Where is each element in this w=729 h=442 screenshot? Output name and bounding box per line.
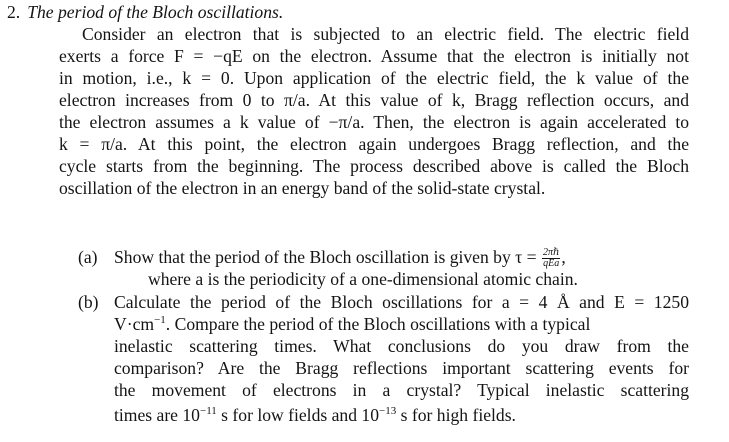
formula-numerator: 2πℏ — [542, 247, 560, 259]
paragraph-line: Consider an electron that is subjected to an electric field. The electric field — [82, 24, 689, 44]
paragraph-line: in motion, i.e., k = 0. Upon application of the electric field, the k value of the — [59, 68, 689, 88]
part-b-text: s for low fields and 10 — [216, 405, 380, 425]
part-b-line-3: inelastic scattering times. What conclusions do you draw from the — [114, 336, 689, 356]
problem-title: The period of the Bloch oscillations. — [27, 2, 284, 22]
paragraph-line: k = π/a. At this point, the electron again undergoes Bragg reflection, and the — [59, 134, 689, 154]
paragraph-line: oscillation of the electron in an energy band of the solid-state crystal. — [59, 178, 546, 198]
part-a-line-1 — [114, 246, 566, 269]
paragraph-line: cycle starts from the beginning. The process described above is called the Bloch — [59, 156, 689, 176]
period-formula — [542, 248, 560, 269]
formula-trailing: , — [561, 247, 566, 267]
part-b-text: times are 10 — [114, 405, 200, 425]
problem-heading — [7, 1, 283, 23]
part-b-text: . Compare the period of the Bloch oscillations with a typical — [165, 314, 591, 334]
part-b-line-1: Calculate the period of the Bloch oscillations for a = 4 Å and E = 1250 — [114, 292, 689, 312]
part-b-line-2 — [114, 313, 590, 335]
part-b-text: s for high fields. — [396, 405, 516, 425]
unit-text: V·cm — [114, 314, 155, 334]
part-b-label: (b) — [78, 292, 99, 312]
formula-denominator: qEa — [543, 258, 560, 270]
part-b-line-4: comparison? Are the Bragg reflections important scattering events for — [114, 358, 689, 378]
problem-number: 2. — [7, 2, 21, 22]
part-b-line-5: the movement of electrons in a crystal? Typical inelastic scattering — [114, 380, 689, 400]
unit-exponent: −1 — [154, 314, 166, 326]
paragraph-line: electron increases from 0 to π/a. At this value of k, Bragg reflection occurs, and — [59, 90, 689, 110]
part-a-label: (a) — [78, 247, 98, 267]
exponent: −11 — [199, 405, 217, 417]
paragraph-line: exerts a force F = −qE on the electron. Assume that the electron is initially not — [59, 46, 689, 66]
exponent: −13 — [379, 405, 397, 417]
part-a-line-2: where a is the periodicity of a one-dimensional atomic chain. — [148, 269, 578, 289]
part-a-text: Show that the period of the Bloch oscillation is given by τ = — [114, 247, 541, 267]
paragraph-line: the electron assumes a k value of −π/a. Then, the electron is again accelerated to — [59, 112, 689, 132]
part-b-line-6 — [114, 404, 516, 426]
